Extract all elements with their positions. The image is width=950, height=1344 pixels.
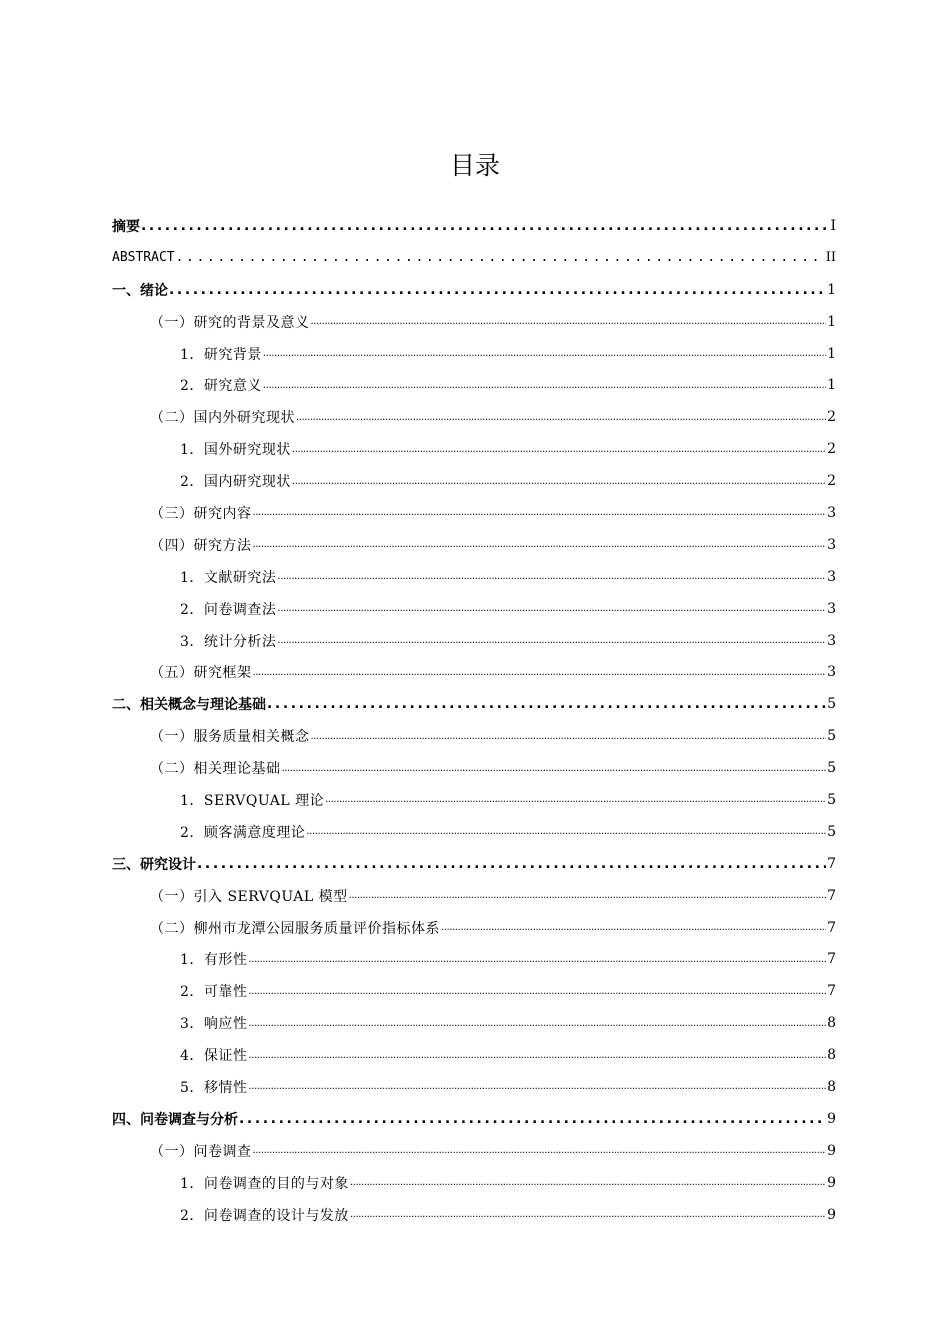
toc-entry-page-number: 3 — [827, 504, 836, 521]
dot-leader — [311, 316, 827, 327]
toc-entry-title: ABSTRACT — [112, 250, 175, 266]
dot-leader — [292, 444, 826, 455]
toc-entry-level-3[interactable] — [112, 1199, 836, 1231]
dot-leader — [248, 954, 826, 965]
dot-leader — [441, 922, 826, 933]
toc-entry-title: 3．统计分析法 — [180, 633, 277, 650]
toc-entry-level-1[interactable] — [112, 688, 836, 720]
dot-leader — [306, 826, 826, 837]
dot-leader — [248, 1050, 826, 1061]
toc-entry-level-2[interactable] — [112, 720, 836, 752]
toc-entry-page-number: 3 — [827, 664, 836, 681]
dot-leader — [248, 1018, 826, 1029]
dot-leader — [277, 603, 826, 614]
toc-entry-level-1[interactable] — [112, 274, 836, 306]
toc-entry-level-3[interactable] — [112, 1071, 836, 1103]
toc-entry-title: 1．SERVQUAL 理论 — [180, 792, 325, 809]
page-title: 目录 — [449, 151, 500, 180]
dot-leader — [248, 1081, 826, 1092]
dot-leader — [253, 539, 827, 550]
toc-entry-level-3[interactable] — [112, 369, 836, 401]
toc-entry-title: 一、绪论 — [112, 282, 168, 299]
dot-leader — [296, 412, 826, 423]
toc-entry-level-2[interactable] — [112, 912, 836, 944]
toc-entry-level-2[interactable] — [112, 529, 836, 561]
toc-entry-page-number: 1 — [827, 313, 836, 330]
toc-entry-page-number: II — [825, 250, 836, 266]
toc-entry-page-number: 7 — [827, 983, 836, 1000]
toc-entry-level-2[interactable] — [112, 306, 836, 338]
toc-entry-page-number: 3 — [827, 568, 836, 585]
toc-entry-page-number: 1 — [827, 345, 836, 362]
dot-leader — [325, 794, 826, 805]
toc-entry-title: 三、研究设计 — [112, 856, 196, 873]
dot-leader — [263, 380, 826, 391]
dot-leader — [169, 282, 826, 298]
toc-entry-page-number: 7 — [827, 951, 836, 968]
toc-entry-title: 1．问卷调查的目的与对象 — [180, 1175, 349, 1192]
dot-leader — [267, 696, 826, 712]
toc-entry-level-3[interactable] — [112, 1039, 836, 1071]
toc-entry-title: 3．响应性 — [180, 1016, 248, 1033]
toc-entry-page-number: 5 — [827, 823, 836, 840]
toc-entry-page-number: 8 — [827, 1015, 836, 1032]
toc-entry-level-3[interactable] — [112, 943, 836, 975]
toc-entry-title: 2．可靠性 — [180, 984, 248, 1001]
toc-entry-level-3[interactable] — [112, 1007, 836, 1039]
toc-entry-title: 摘要 — [112, 218, 140, 235]
toc-entry-title: 2．国内研究现状 — [180, 474, 291, 491]
toc-entry-page-number: 2 — [827, 473, 836, 490]
dot-leader — [349, 890, 826, 901]
toc-entry-page-number: 5 — [827, 791, 836, 808]
toc-entry-page-number: 3 — [827, 632, 836, 649]
toc-entry-level-2[interactable] — [112, 1135, 836, 1167]
toc-entry-level-1[interactable] — [112, 242, 836, 274]
toc-entry-level-2[interactable] — [112, 401, 836, 433]
dot-leader — [253, 667, 827, 678]
toc-entry-title: （一）服务质量相关概念 — [150, 729, 310, 746]
dot-leader — [292, 476, 826, 487]
toc-entry-level-2[interactable] — [112, 656, 836, 688]
toc-entry-level-2[interactable] — [112, 752, 836, 784]
toc-entry-page-number: I — [830, 217, 836, 234]
toc-entry-page-number: 7 — [827, 855, 836, 872]
toc-entry-page-number: 9 — [827, 1174, 836, 1191]
toc-entry-title: （四）研究方法 — [150, 537, 252, 554]
toc-entry-title: （一）问卷调查 — [150, 1143, 252, 1160]
toc-entry-level-3[interactable] — [112, 338, 836, 370]
toc-entry-title: 二、相关概念与理论基础 — [112, 697, 266, 714]
toc-entry-level-3[interactable] — [112, 1167, 836, 1199]
toc-entry-title: （二）相关理论基础 — [150, 761, 281, 778]
toc-entry-title: （一）研究的背景及意义 — [150, 314, 310, 331]
toc-entry-level-1[interactable] — [112, 1103, 836, 1135]
toc-entry-title: 1．有形性 — [180, 952, 248, 969]
toc-entry-title: （五）研究框架 — [150, 665, 252, 682]
toc-entry-title: 1．文献研究法 — [180, 569, 277, 586]
dot-leader — [282, 763, 827, 774]
toc-entry-title: 2．研究意义 — [180, 378, 262, 395]
toc-entry-level-3[interactable] — [112, 975, 836, 1007]
dot-leader — [253, 507, 827, 518]
toc-entry-page-number: 1 — [827, 377, 836, 394]
toc-entry-level-3[interactable] — [112, 465, 836, 497]
toc-entry-title: 2．问卷调查法 — [180, 601, 277, 618]
dot-leader — [277, 571, 826, 582]
dot-leader — [253, 1145, 827, 1156]
toc-entry-page-number: 5 — [827, 760, 836, 777]
toc-entry-page-number: 8 — [827, 1047, 836, 1064]
toc-entry-title: 2．问卷调查的设计与发放 — [180, 1207, 349, 1224]
toc-entry-level-1[interactable] — [112, 210, 836, 242]
dot-leader — [311, 731, 827, 742]
toc-entry-page-number: 5 — [827, 728, 836, 745]
toc-entry-level-3[interactable] — [112, 593, 836, 625]
dot-leader — [263, 348, 826, 359]
table-of-contents — [112, 210, 836, 1231]
toc-entry-level-1[interactable] — [112, 848, 836, 880]
toc-entry-level-2[interactable] — [112, 880, 836, 912]
toc-entry-level-2[interactable] — [112, 497, 836, 529]
dot-leader — [248, 986, 826, 997]
toc-entry-title: 1．国外研究现状 — [180, 442, 291, 459]
toc-entry-page-number: 2 — [827, 409, 836, 426]
toc-entry-level-3[interactable] — [112, 433, 836, 465]
toc-entry-level-3[interactable] — [112, 784, 836, 816]
toc-entry-page-number: 3 — [827, 600, 836, 617]
toc-entry-page-number: 1 — [827, 281, 836, 298]
toc-entry-page-number: 9 — [827, 1206, 836, 1223]
toc-entry-title: 四、问卷调查与分析 — [112, 1111, 238, 1128]
toc-entry-page-number: 9 — [827, 1110, 836, 1127]
toc-entry-title: 1．研究背景 — [180, 346, 262, 363]
toc-entry-level-3[interactable] — [112, 816, 836, 848]
toc-entry-page-number: 8 — [827, 1078, 836, 1095]
toc-entry-title: 4．保证性 — [180, 1048, 248, 1065]
toc-entry-title: 5．移情性 — [180, 1079, 248, 1096]
toc-entry-page-number: 9 — [827, 1142, 836, 1159]
dot-leader — [197, 856, 826, 872]
dot-leader — [277, 635, 826, 646]
toc-entry-title: （二）国内外研究现状 — [150, 410, 295, 427]
dot-leader — [350, 1177, 826, 1188]
toc-entry-page-number: 7 — [827, 919, 836, 936]
toc-entry-title: 2．顾客满意度理论 — [180, 824, 306, 841]
toc-entry-level-3[interactable] — [112, 561, 836, 593]
dot-leader — [239, 1111, 826, 1127]
toc-entry-page-number: 3 — [827, 536, 836, 553]
toc-entry-level-3[interactable] — [112, 625, 836, 657]
toc-entry-title: （二）柳州市龙潭公园服务质量评价指标体系 — [150, 920, 440, 937]
toc-entry-page-number: 5 — [827, 696, 836, 713]
toc-entry-page-number: 7 — [827, 887, 836, 904]
dot-leader — [176, 250, 825, 265]
toc-entry-title: （一）引入 SERVQUAL 模型 — [150, 888, 348, 905]
dot-leader — [141, 218, 829, 234]
toc-entry-page-number: 2 — [827, 441, 836, 458]
dot-leader — [350, 1209, 826, 1220]
toc-entry-title: （三）研究内容 — [150, 505, 252, 522]
